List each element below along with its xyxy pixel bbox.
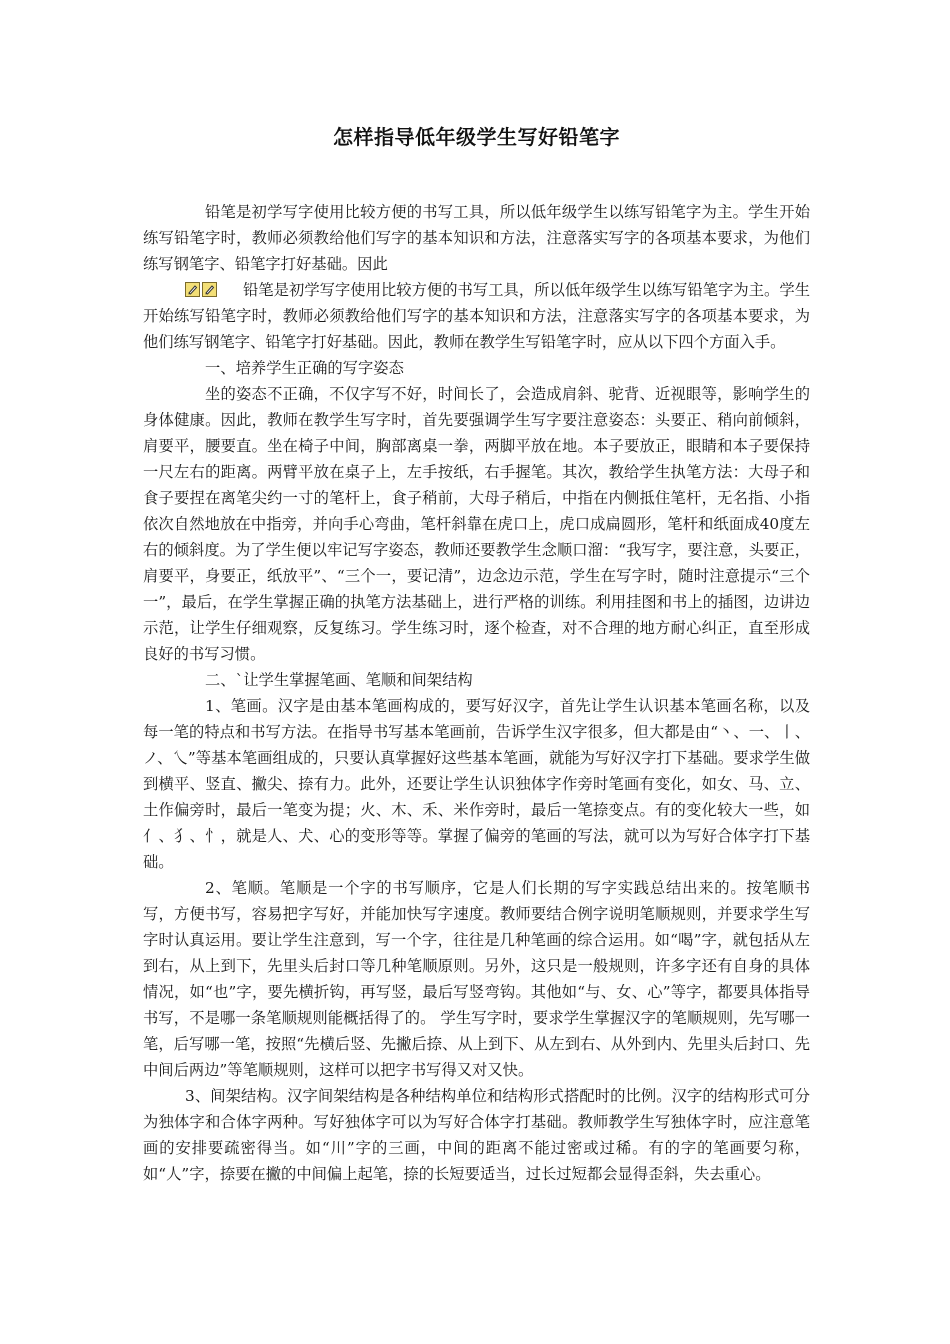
paragraph-strokes: 1、笔画。汉字是由基本笔画构成的，要写好汉字，首先让学生认识基本笔画名称，以及每一笔的特点和书写方法。在指导书写基本笔画前，告诉学生汉字很多，但大都是由“丶、一、丨、ノ、乀”等基本笔画组成的，只要认真掌握好这些基本笔画，就能为写好汉字打下基础。要求学生做到横平、竖直、撇尖、捺有力。此外，还要让学生认识独体字作旁时笔画有变化，如女、马、立、土作偏旁时，最后一笔变为提；火、木、禾、米作旁时，最后一笔捺变点。有的变化较大一些，如亻、犭、忄，就是人、犬、心的变形等等。掌握了偏旁的笔画的写法，就可以为写好合体字打下基础。 [143,697,810,871]
paragraph-stroke-order: 2、笔顺。笔顺是一个字的书写顺序，它是人们长期的写字实践总结出来的。按笔顺书写，方便书写，容易把字写好，并能加快写字速度。教师要结合例字说明笔顺规则，并要求学生写字时认真运用。要让学生注意到，写一个字，往往是几种笔画的综合运用。如“喝”字，就包括从左到右，从上到下，先里头后封口等几种笔顺原则。另外，这只是一般规则，许多字还有自身的具体情况，如“也”字，要先横折钩，再写竖，最后写竖弯钩。其他如“与、女、心”等字，都要具体指导书写，不是哪一条笔顺规则能概括得了的。 学生写字时，要求学生掌握汉字的笔顺规则，先写哪一笔，后写哪一笔，按照“先横后竖、先撇后捺、从上到下、从左到右、从外到内、先里头后封口、先中间后两边”等笔顺规则，这样可以把字书写得又对又快。 [143,879,810,1079]
inline-icons [185,282,217,297]
document-page [143,0,810,1187]
intro-paragraph-2-wrapper [143,277,810,355]
paragraph-posture: 坐的姿态不正确，不仅字写不好，时间长了，会造成肩斜、驼背、近视眼等，影响学生的身体健康。因此，教师在教学生写字时，首先要强调学生写字要注意姿态：头要正、稍向前倾斜，肩要平，腰要直。坐在椅子中间，胸部离桌一拳，两脚平放在地。本子要放正，眼睛和本子要保持一尺左右的距离。两臂平放在桌子上，左手按纸，右手握笔。其次，教给学生执笔方法：大母子和食子要捏在离笔尖约一寸的笔杆上，食子稍前，大母子稍后，中指在内侧抵住笔杆，无名指、小指依次自然地放在中指旁，并向手心弯曲，笔杆斜靠在虎口上，虎口成扁圆形，笔杆和纸面成40度左右的倾斜度。为了学生便以牢记写字姿态，教师还要教学生念顺口溜：“我写字，要注意，头要正，肩要平，身要正，纸放平”、“三个一，要记清”，边念边示范，学生在写字时，随时注意提示“三个一”，最后，在学生掌握正确的执笔方法基础上，进行严格的训练。利用挂图和书上的插图，边讲边示范，让学生仔细观察，反复练习。学生练习时，逐个检查，对不合理的地方耐心纠正，直至形成良好的书写习惯。 [143,385,810,663]
document-body [143,199,810,1187]
intro-paragraph-2: 铅笔是初学写字使用比较方便的书写工具，所以低年级学生以练写铅笔字为主。学生开始练写铅笔字时，教师必须教给他们写字的基本知识和方法，注意落实写字的各项基本要求，为他们练写钢笔字、铅笔字打好基础。因此，教师在教学生写铅笔字时，应从以下四个方面入手。 [143,281,810,351]
pencil-icon [202,282,217,297]
pencil-icon [185,282,200,297]
document-title: 怎样指导低年级学生写好铅笔字 [333,125,620,149]
paragraph-structure: 3、间架结构。汉字间架结构是各种结构单位和结构形式搭配时的比例。汉字的结构形式可分为独体字和合体字两种。写好独体字可以为写好合体字打基础。教师教学生写独体字时，应注意笔画的安排要疏密得当。如“川”字的三画，中间的距离不能过密或过稀。有的字的笔画要匀称，如“人”字，捺要在撇的中间偏上起笔，捺的长短要适当，过长过短都会显得歪斜，失去重心。 [143,1087,810,1183]
section-heading-posture: 一、培养学生正确的写字姿态 [205,359,404,377]
intro-paragraph-1: 铅笔是初学写字使用比较方便的书写工具，所以低年级学生以练写铅笔字为主。学生开始练写铅笔字时，教师必须教给他们写字的基本知识和方法，注意落实写字的各项基本要求，为他们练写钢笔字、铅笔字打好基础。因此 [143,203,810,273]
section-heading-strokes: 二、`让学生掌握笔画、笔顺和间架结构 [205,671,473,689]
